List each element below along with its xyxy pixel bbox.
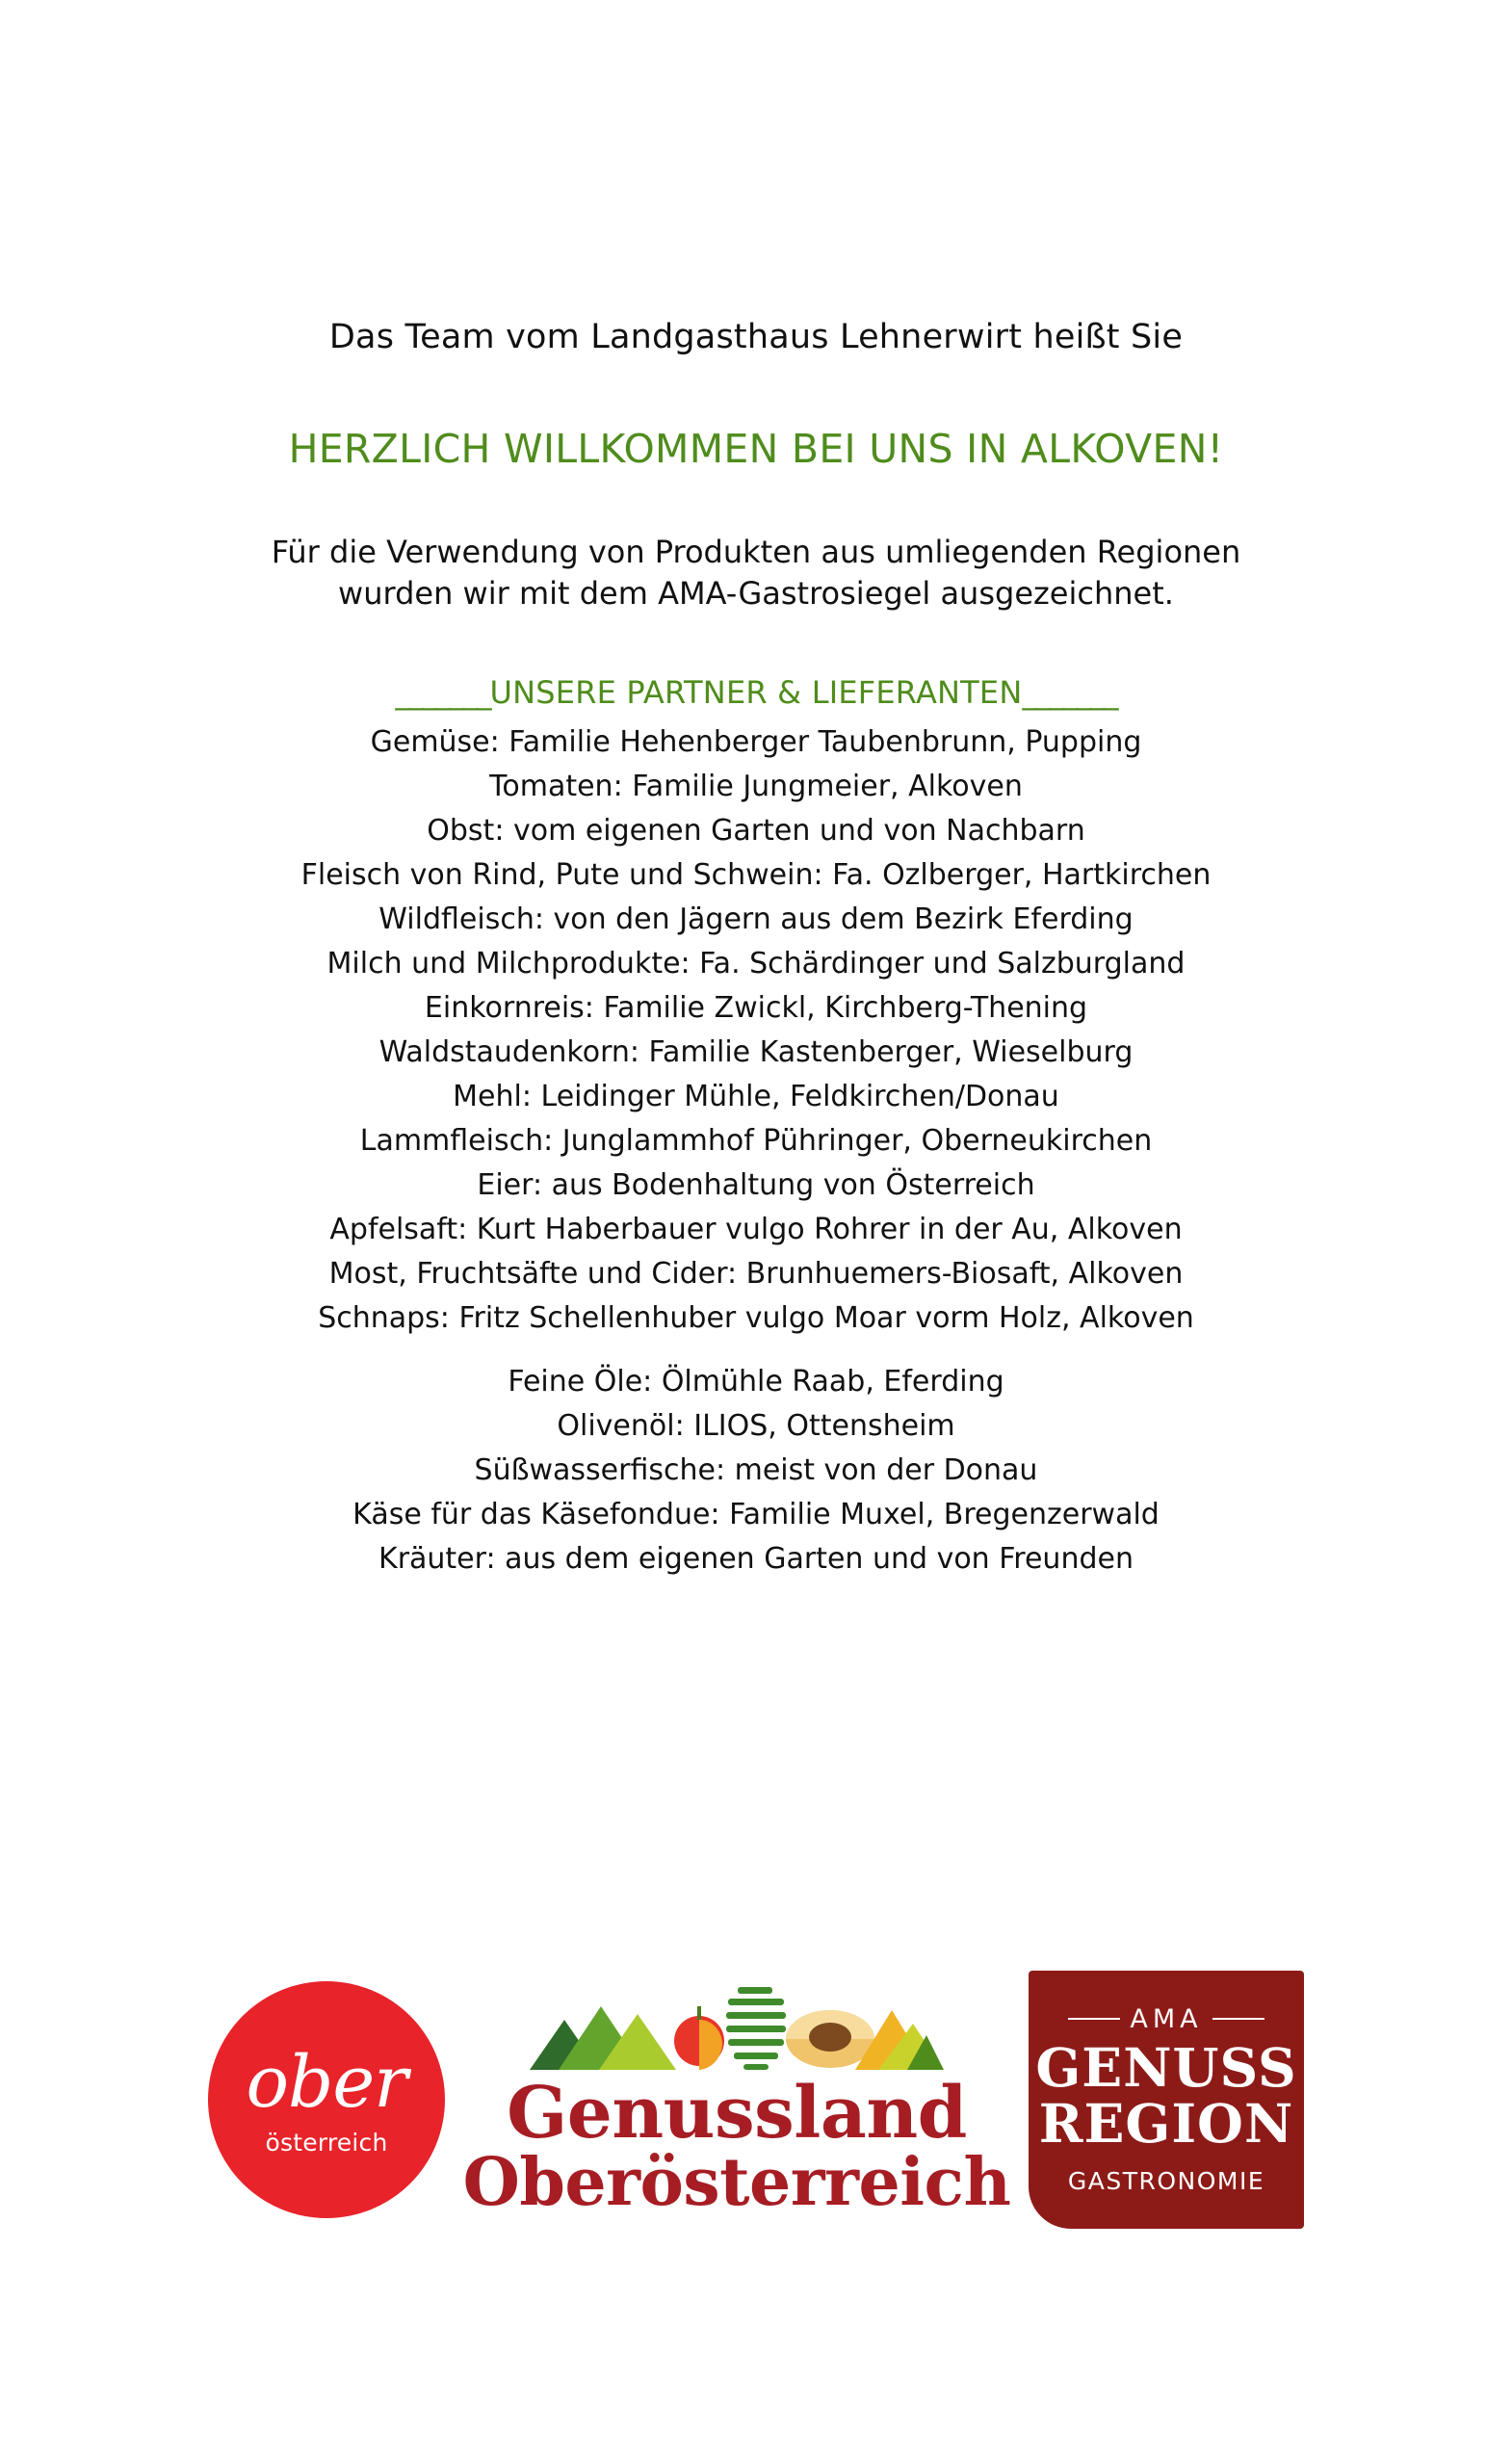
list-item: Apfelsaft: Kurt Haberbauer vulgo Rohrer in der Au, Alkoven — [329, 1213, 1183, 1247]
list-item: Most, Fruchtsäfte und Cider: Brunhuemers-Biosaft, Alkoven — [328, 1257, 1184, 1292]
list-item: Obst: vom eigenen Garten und von Nachbarn — [427, 814, 1085, 849]
list-item: Waldstaudenkorn: Familie Kastenberger, Wieselburg — [378, 1035, 1134, 1070]
list-item: Fleisch von Rind, Pute und Schwein: Fa. Ozlberger, Hartkirchen — [300, 858, 1212, 893]
ama-rule-left-icon — [1068, 2018, 1120, 2020]
intro-paragraph: Für die Verwendung von Produkten aus umliegenden Regionen wurden wir mit dem AMA-Gastrosiegel ausgezeichnet. — [271, 534, 1241, 613]
welcome-line: Das Team vom Landgasthaus Lehnerwirt heißt Sie — [328, 318, 1184, 356]
list-item: Feine Öle: Ölmühle Raab, Eferding — [508, 1365, 1004, 1399]
genussland-logo — [462, 1981, 1011, 2222]
list-item: Lammfleisch: Junglammhof Pühringer, Oberneukirchen — [359, 1124, 1153, 1159]
ama-logo-line2: REGION — [1038, 2092, 1294, 2155]
ama-logo-toptext: AMA — [1130, 2003, 1203, 2034]
list-item: Olivenöl: ILIOS, Ottensheim — [557, 1409, 955, 1444]
genussland-logo-line2: Oberösterreich — [462, 2144, 1011, 2222]
oberoesterreich-logo — [208, 1981, 445, 2218]
list-item: Käse für das Käsefondue: Familie Muxel, Bregenzerwald — [352, 1498, 1160, 1532]
oberoesterreich-logo-wordmark: ober — [246, 2041, 407, 2125]
list-item: Einkornreis: Familie Zwickl, Kirchberg-Thening — [424, 991, 1088, 1026]
list-item: Tomaten: Familie Jungmeier, Alkoven — [489, 770, 1023, 804]
ama-logo-line1: GENUSS — [1035, 2035, 1297, 2099]
list-item: Kräuter: aus dem eigenen Garten und von Freunden — [378, 1542, 1134, 1577]
list-item: Milch und Milchprodukte: Fa. Schärdinger und Salzburgland — [326, 947, 1186, 981]
heading-rule-right: _______ — [1022, 674, 1117, 712]
ama-rule-right-icon — [1212, 2018, 1264, 2020]
list-item: Wildfleisch: von den Jägern aus dem Bezirk Eferding — [378, 902, 1134, 937]
genussland-logo-line1: Genussland — [507, 2072, 967, 2156]
logo-row — [0, 1955, 1512, 2244]
page — [0, 318, 1512, 2458]
list-item: Gemüse: Familie Hehenberger Taubenbrunn, Pupping — [370, 725, 1142, 760]
list-item: Mehl: Leidinger Mühle, Feldkirchen/Donau — [453, 1080, 1059, 1114]
ama-logo-bottomtext: GASTRONOMIE — [1067, 2167, 1265, 2196]
oberoesterreich-logo-subtext: österreich — [265, 2128, 388, 2157]
partner-list — [77, 720, 1435, 1582]
partners-heading-text: UNSERE PARTNER & LIEFERANTEN — [489, 674, 1023, 712]
list-item: Schnaps: Fritz Schellenhuber vulgo Moar vorm Holz, Alkoven — [318, 1301, 1194, 1336]
page-title: HERZLICH WILLKOMMEN BEI UNS IN ALKOVEN! — [288, 426, 1224, 472]
genussland-produce-icon — [530, 1981, 944, 2070]
ama-genussregion-logo — [1029, 1971, 1304, 2229]
list-item: Süßwasserfische: meist von der Donau — [474, 1453, 1038, 1488]
heading-rule-left: _______ — [395, 674, 490, 712]
ama-logo-top — [1029, 2004, 1304, 2034]
partners-section-heading — [77, 674, 1435, 711]
list-item: Eier: aus Bodenhaltung von Österreich — [477, 1168, 1035, 1203]
